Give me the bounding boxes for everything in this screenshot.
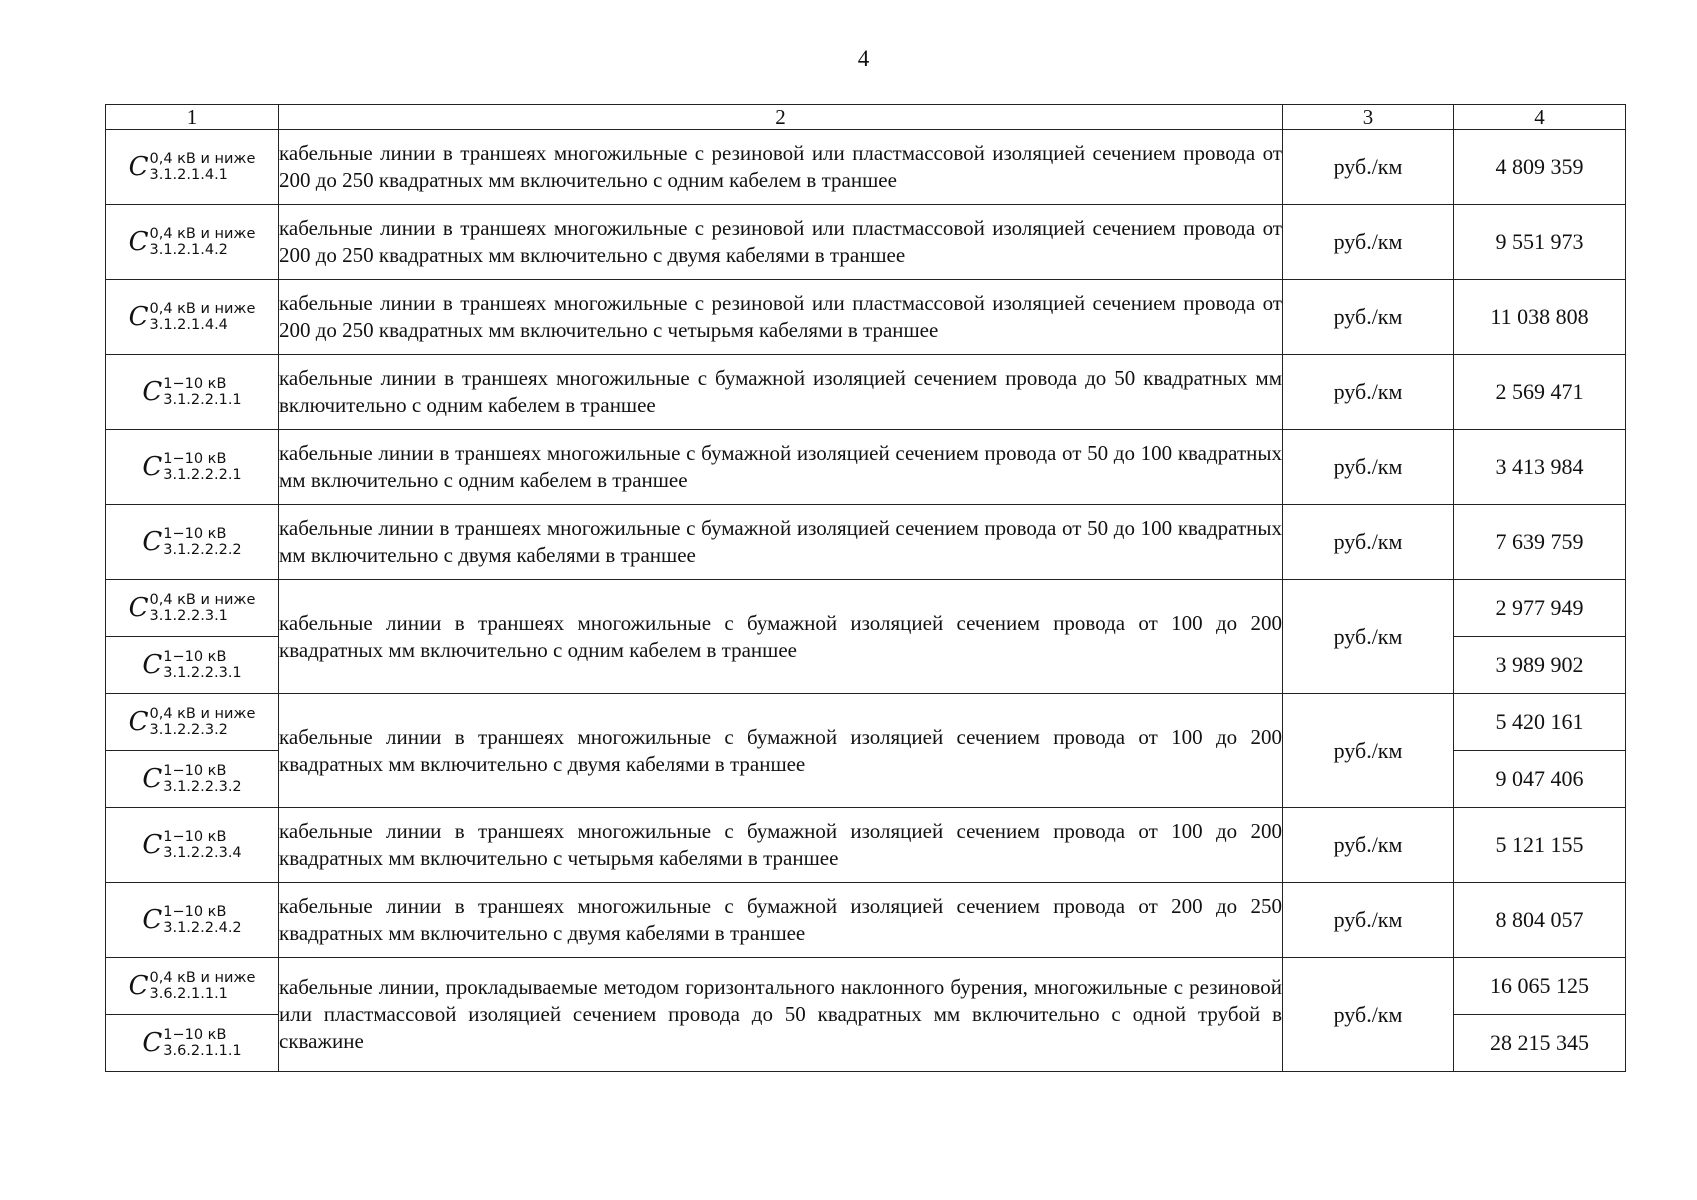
rate-symbol-letter: C bbox=[128, 227, 149, 257]
description-cell: кабельные линии, прокладываемые методом горизонтального наклонного бурения, многожильные с резиновой или пластмассовой изоляцией сечением провода до 50 квадратных мм включительно с одной трубой в скважине bbox=[279, 958, 1283, 1072]
rate-symbol-letter: C bbox=[128, 707, 149, 737]
rate-symbol-letter: C bbox=[142, 452, 163, 482]
code-cell bbox=[106, 808, 279, 883]
header-col-3: 3 bbox=[1283, 105, 1454, 130]
value-cell: 8 804 057 bbox=[1454, 883, 1626, 958]
value-cell: 28 215 345 bbox=[1454, 1015, 1626, 1072]
code-cell bbox=[106, 580, 279, 637]
unit-cell: руб./км bbox=[1283, 205, 1454, 280]
rate-code: 3.1.2.2.3.2 bbox=[149, 722, 228, 738]
description-cell: кабельные линии в траншеях многожильные с бумажной изоляцией сечением провода от 100 до 200 квадратных мм включительно с одним кабелем в траншее bbox=[279, 580, 1283, 694]
rate-symbol bbox=[129, 301, 256, 333]
header-row bbox=[106, 105, 1626, 130]
rate-code: 3.1.2.2.4.2 bbox=[163, 920, 242, 936]
table-row bbox=[106, 205, 1626, 280]
unit-cell: руб./км bbox=[1283, 430, 1454, 505]
header-col-4: 4 bbox=[1454, 105, 1626, 130]
value-cell: 2 977 949 bbox=[1454, 580, 1626, 637]
voltage-class: 1−10 кВ bbox=[163, 829, 227, 845]
unit-cell: руб./км bbox=[1283, 694, 1454, 808]
voltage-class: 1−10 кВ bbox=[163, 526, 227, 542]
voltage-class: 0,4 кВ и ниже bbox=[149, 301, 256, 317]
code-cell bbox=[106, 694, 279, 751]
description-cell: кабельные линии в траншеях многожильные с бумажной изоляцией сечением провода от 50 до 100 квадратных мм включительно с одним кабелем в траншее bbox=[279, 430, 1283, 505]
description-cell: кабельные линии в траншеях многожильные с резиновой или пластмассовой изоляцией сечением провода от 200 до 250 квадратных мм включительно с двумя кабелями в траншее bbox=[279, 205, 1283, 280]
table-row bbox=[106, 580, 1626, 637]
voltage-class: 0,4 кВ и ниже bbox=[149, 706, 256, 722]
value-cell: 9 047 406 bbox=[1454, 751, 1626, 808]
rate-symbol-letter: C bbox=[128, 971, 149, 1001]
rate-symbol bbox=[142, 1027, 241, 1059]
voltage-class: 1−10 кВ bbox=[163, 904, 227, 920]
voltage-class: 0,4 кВ и ниже bbox=[149, 592, 256, 608]
unit-cell: руб./км bbox=[1283, 355, 1454, 430]
value-cell: 4 809 359 bbox=[1454, 130, 1626, 205]
code-cell bbox=[106, 430, 279, 505]
code-cell bbox=[106, 1015, 279, 1072]
rate-symbol-letter: C bbox=[142, 764, 163, 794]
value-cell: 3 413 984 bbox=[1454, 430, 1626, 505]
value-cell: 5 121 155 bbox=[1454, 808, 1626, 883]
table-row bbox=[106, 505, 1626, 580]
rate-symbol bbox=[142, 526, 241, 558]
code-cell bbox=[106, 958, 279, 1015]
rate-symbol-letter: C bbox=[142, 830, 163, 860]
voltage-class: 1−10 кВ bbox=[163, 763, 227, 779]
rate-symbol bbox=[142, 763, 241, 795]
rate-symbol bbox=[129, 151, 256, 183]
value-cell: 5 420 161 bbox=[1454, 694, 1626, 751]
voltage-class: 0,4 кВ и ниже bbox=[149, 151, 256, 167]
value-cell: 2 569 471 bbox=[1454, 355, 1626, 430]
code-cell bbox=[106, 355, 279, 430]
table-row bbox=[106, 280, 1626, 355]
rate-code: 3.1.2.2.3.1 bbox=[149, 608, 228, 624]
rate-code: 3.1.2.2.1.1 bbox=[163, 392, 242, 408]
table-row bbox=[106, 355, 1626, 430]
table-row bbox=[106, 958, 1626, 1015]
rate-symbol bbox=[129, 706, 256, 738]
rate-symbol bbox=[142, 451, 241, 483]
code-cell bbox=[106, 205, 279, 280]
description-cell: кабельные линии в траншеях многожильные с бумажной изоляцией сечением провода от 100 до 200 квадратных мм включительно с двумя кабелями в траншее bbox=[279, 694, 1283, 808]
unit-cell: руб./км bbox=[1283, 883, 1454, 958]
value-cell: 11 038 808 bbox=[1454, 280, 1626, 355]
value-cell: 7 639 759 bbox=[1454, 505, 1626, 580]
table-row bbox=[106, 694, 1626, 751]
rate-code: 3.1.2.2.2.2 bbox=[163, 542, 242, 558]
header-col-1: 1 bbox=[106, 105, 279, 130]
unit-cell: руб./км bbox=[1283, 958, 1454, 1072]
table-row bbox=[106, 130, 1626, 205]
table-row bbox=[106, 430, 1626, 505]
page-number: 4 bbox=[857, 46, 870, 71]
voltage-class: 0,4 кВ и ниже bbox=[149, 970, 256, 986]
rate-code: 3.1.2.2.2.1 bbox=[163, 467, 242, 483]
rate-code: 3.1.2.2.3.4 bbox=[163, 845, 242, 861]
description-cell: кабельные линии в траншеях многожильные с бумажной изоляцией сечением провода от 50 до 100 квадратных мм включительно с двумя кабелями в траншее bbox=[279, 505, 1283, 580]
rate-symbol bbox=[142, 649, 241, 681]
rate-symbol-letter: C bbox=[142, 650, 163, 680]
description-cell: кабельные линии в траншеях многожильные с бумажной изоляцией сечением провода до 50 квадратных мм включительно с одним кабелем в траншее bbox=[279, 355, 1283, 430]
rate-symbol-letter: C bbox=[142, 905, 163, 935]
description-cell: кабельные линии в траншеях многожильные с бумажной изоляцией сечением провода от 200 до 250 квадратных мм включительно с двумя кабелями в траншее bbox=[279, 883, 1283, 958]
rate-code: 3.1.2.2.3.2 bbox=[163, 779, 242, 795]
code-cell bbox=[106, 505, 279, 580]
code-cell bbox=[106, 280, 279, 355]
voltage-class: 1−10 кВ bbox=[163, 451, 227, 467]
code-cell bbox=[106, 883, 279, 958]
value-cell: 3 989 902 bbox=[1454, 637, 1626, 694]
rate-symbol-letter: C bbox=[128, 302, 149, 332]
rate-code: 3.1.2.1.4.2 bbox=[149, 242, 228, 258]
rate-symbol bbox=[129, 970, 256, 1002]
tariff-table bbox=[105, 104, 1626, 1072]
rate-symbol bbox=[142, 376, 241, 408]
voltage-class: 1−10 кВ bbox=[163, 649, 227, 665]
rate-code: 3.1.2.2.3.1 bbox=[163, 665, 242, 681]
rate-code: 3.6.2.1.1.1 bbox=[149, 986, 228, 1002]
value-cell: 9 551 973 bbox=[1454, 205, 1626, 280]
voltage-class: 1−10 кВ bbox=[163, 1027, 227, 1043]
unit-cell: руб./км bbox=[1283, 808, 1454, 883]
rate-symbol bbox=[129, 226, 256, 258]
description-cell: кабельные линии в траншеях многожильные с резиновой или пластмассовой изоляцией сечением провода от 200 до 250 квадратных мм включительно с четырьмя кабелями в траншее bbox=[279, 280, 1283, 355]
rate-code: 3.1.2.1.4.4 bbox=[149, 317, 228, 333]
code-cell bbox=[106, 130, 279, 205]
description-cell: кабельные линии в траншеях многожильные с бумажной изоляцией сечением провода от 100 до 200 квадратных мм включительно с четырьмя кабелями в траншее bbox=[279, 808, 1283, 883]
rate-symbol bbox=[129, 592, 256, 624]
rate-code: 3.1.2.1.4.1 bbox=[149, 167, 228, 183]
rate-symbol-letter: C bbox=[142, 527, 163, 557]
table-row bbox=[106, 808, 1626, 883]
unit-cell: руб./км bbox=[1283, 280, 1454, 355]
code-cell bbox=[106, 751, 279, 808]
description-cell: кабельные линии в траншеях многожильные с резиновой или пластмассовой изоляцией сечением провода от 200 до 250 квадратных мм включительно с одним кабелем в траншее bbox=[279, 130, 1283, 205]
unit-cell: руб./км bbox=[1283, 580, 1454, 694]
rate-symbol bbox=[142, 904, 241, 936]
rate-code: 3.6.2.1.1.1 bbox=[163, 1043, 242, 1059]
voltage-class: 0,4 кВ и ниже bbox=[149, 226, 256, 242]
unit-cell: руб./км bbox=[1283, 505, 1454, 580]
rate-symbol-letter: C bbox=[128, 152, 149, 182]
unit-cell: руб./км bbox=[1283, 130, 1454, 205]
rate-symbol-letter: C bbox=[142, 377, 163, 407]
rate-symbol-letter: C bbox=[128, 593, 149, 623]
rate-symbol-letter: C bbox=[142, 1028, 163, 1058]
voltage-class: 1−10 кВ bbox=[163, 376, 227, 392]
value-cell: 16 065 125 bbox=[1454, 958, 1626, 1015]
header-col-2: 2 bbox=[279, 105, 1283, 130]
code-cell bbox=[106, 637, 279, 694]
rate-symbol bbox=[142, 829, 241, 861]
table-row bbox=[106, 883, 1626, 958]
